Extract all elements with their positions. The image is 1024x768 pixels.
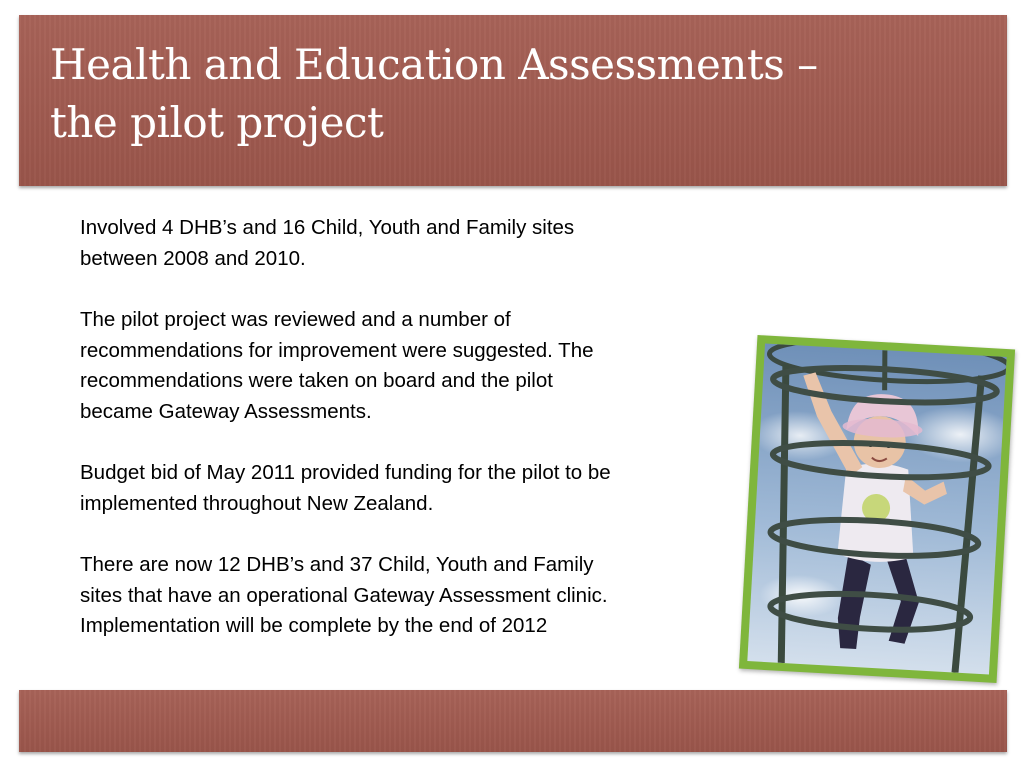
slide-body (80, 213, 760, 642)
photo-frame (739, 335, 1015, 683)
text-line: between 2008 and 2010. (80, 246, 306, 270)
text-line: The pilot project was reviewed and a number of (80, 308, 511, 331)
text-line: Involved 4 DHB’s and 16 Child, Youth and Family sites (80, 216, 575, 239)
title-line: Health and Education Assessments – (50, 40, 818, 89)
paragraph-budget (80, 458, 760, 519)
text-line: sites that have an operational Gateway Assessment clinic. (80, 583, 608, 607)
paragraph-review (80, 305, 760, 427)
climbing-frame-illustration (747, 343, 1006, 674)
child-climbing-photo (747, 343, 1006, 674)
text-line: recommendations for improvement were suggested. The (80, 338, 594, 362)
text-line: recommendations were taken on board and the pilot (80, 369, 553, 392)
title-line: the pilot project (50, 98, 384, 147)
text-line: There are now 12 DHB’s and 37 Child, Youth and Family (80, 553, 594, 576)
footer-banner (19, 690, 1007, 752)
text-line: Implementation will be complete by the end of 2012 (80, 614, 548, 637)
slide-title (50, 36, 950, 152)
text-line: Budget bid of May 2011 provided funding for the pilot to be (80, 461, 611, 484)
paragraph-status (80, 550, 760, 642)
text-line: implemented throughout New Zealand. (80, 491, 434, 515)
paragraph-involved (80, 213, 760, 274)
text-line: became Gateway Assessments. (80, 399, 372, 423)
